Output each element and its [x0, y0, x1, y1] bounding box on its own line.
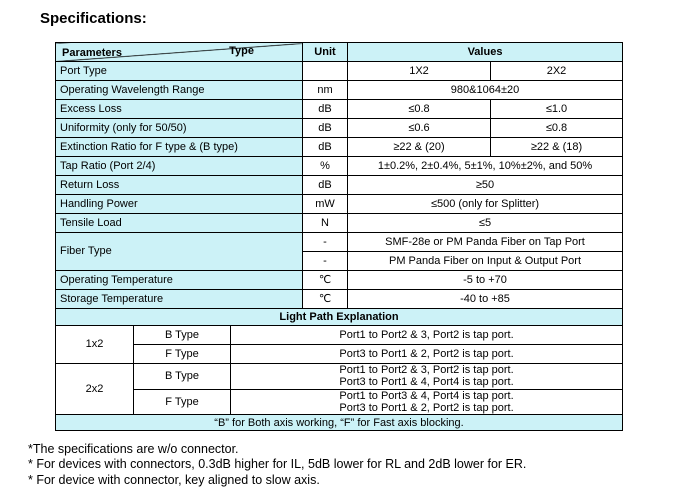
- unit-uniformity: dB: [303, 119, 348, 138]
- value-tensile-load: ≤5: [348, 214, 623, 233]
- value-uniformity-1x2: ≤0.6: [348, 119, 491, 138]
- param-tap-ratio: Tap Ratio (Port 2/4): [56, 157, 303, 176]
- unit-port-type: [303, 62, 348, 81]
- light-path-size-1x2: 1x2: [56, 326, 134, 364]
- value-operating-temp: -5 to +70: [348, 271, 623, 290]
- header-unit-label: Unit: [303, 43, 348, 62]
- light-path-desc: [231, 364, 623, 390]
- light-path-desc: Port3 to Port1 & 2, Port2 is tap port.: [231, 345, 623, 364]
- diagonal-header-cell: [56, 43, 303, 62]
- unit-fiber-type-2: -: [303, 252, 348, 271]
- light-path-header-row: [56, 309, 623, 326]
- table-row: [56, 176, 623, 195]
- value-fiber-type-tap: SMF-28e or PM Panda Fiber on Tap Port: [348, 233, 623, 252]
- param-tensile-load: Tensile Load: [56, 214, 303, 233]
- light-path-desc-line: Port3 to Port1 & 2, Port2 is tap port.: [339, 401, 514, 414]
- light-path-type: B Type: [134, 364, 231, 390]
- value-storage-temp: -40 to +85: [348, 290, 623, 309]
- param-excess-loss: Excess Loss: [56, 100, 303, 119]
- unit-extinction-ratio: dB: [303, 138, 348, 157]
- table-row: [56, 62, 623, 81]
- unit-operating-temp: ℃: [303, 271, 348, 290]
- param-storage-temp: Storage Temperature: [56, 290, 303, 309]
- table-row: [56, 119, 623, 138]
- table-row: [56, 290, 623, 309]
- table-header-row: [56, 43, 623, 62]
- header-parameters-label: Parameters: [62, 46, 122, 59]
- light-path-desc: [231, 389, 623, 415]
- light-path-desc: Port1 to Port2 & 3, Port2 is tap port.: [231, 326, 623, 345]
- value-excess-loss-1x2: ≤0.8: [348, 100, 491, 119]
- param-wavelength: Operating Wavelength Range: [56, 81, 303, 100]
- value-tap-ratio: 1±0.2%, 2±0.4%, 5±1%, 10%±2%, and 50%: [348, 157, 623, 176]
- unit-wavelength: nm: [303, 81, 348, 100]
- value-port-type-2x2: 2X2: [491, 62, 623, 81]
- footnotes: [28, 442, 526, 488]
- unit-tap-ratio: %: [303, 157, 348, 176]
- table-row: [56, 100, 623, 119]
- light-path-footer-row: [56, 415, 623, 431]
- value-excess-loss-2x2: ≤1.0: [491, 100, 623, 119]
- unit-storage-temp: ℃: [303, 290, 348, 309]
- value-uniformity-2x2: ≤0.8: [491, 119, 623, 138]
- unit-fiber-type-1: -: [303, 233, 348, 252]
- light-path-desc-line: Port3 to Port1 & 4, Port4 is tap port.: [339, 376, 514, 389]
- param-return-loss: Return Loss: [56, 176, 303, 195]
- table-row: [56, 81, 623, 100]
- param-operating-temp: Operating Temperature: [56, 271, 303, 290]
- footnote: *The specifications are w/o connector.: [28, 442, 239, 456]
- footnote: * For devices with connectors, 0.3dB higher for IL, 5dB lower for RL and 2dB lower for ER.: [28, 457, 527, 472]
- table-row: [56, 138, 623, 157]
- footnote: * For device with connector, key aligned to slow axis.: [28, 472, 320, 487]
- unit-tensile-load: N: [303, 214, 348, 233]
- table-row: [56, 157, 623, 176]
- light-path-row: [56, 326, 623, 345]
- light-path-type: B Type: [134, 326, 231, 345]
- header-values-label: Values: [348, 43, 623, 62]
- param-port-type: Port Type: [56, 62, 303, 81]
- light-path-footer: “B” for Both axis working, “F” for Fast axis blocking.: [56, 415, 623, 431]
- value-handling-power: ≤500 (only for Splitter): [348, 195, 623, 214]
- param-fiber-type: Fiber Type: [56, 233, 303, 271]
- light-path-row: [56, 389, 623, 415]
- unit-handling-power: mW: [303, 195, 348, 214]
- light-path-desc-line: Port1 to Port2 & 3, Port2 is tap port.: [339, 364, 514, 376]
- specifications-table: [55, 42, 623, 431]
- value-wavelength: 980&1064±20: [348, 81, 623, 100]
- value-extinction-1x2: ≥22 & (20): [348, 138, 491, 157]
- light-path-row: [56, 345, 623, 364]
- param-extinction-ratio: Extinction Ratio for F type & (B type): [56, 138, 303, 157]
- value-port-type-1x2: 1X2: [348, 62, 491, 81]
- unit-return-loss: dB: [303, 176, 348, 195]
- value-return-loss: ≥50: [348, 176, 623, 195]
- light-path-type: F Type: [134, 345, 231, 364]
- unit-excess-loss: dB: [303, 100, 348, 119]
- light-path-row: [56, 364, 623, 390]
- light-path-type: F Type: [134, 389, 231, 415]
- value-fiber-type-io: PM Panda Fiber on Input & Output Port: [348, 252, 623, 271]
- table-row: [56, 214, 623, 233]
- page-title: Specifications:: [40, 10, 147, 27]
- param-handling-power: Handling Power: [56, 195, 303, 214]
- value-extinction-2x2: ≥22 & (18): [491, 138, 623, 157]
- light-path-size-2x2: 2x2: [56, 364, 134, 415]
- table-row: [56, 233, 623, 252]
- light-path-desc-line: Port1 to Port3 & 4, Port4 is tap port.: [339, 389, 514, 402]
- table-row: [56, 195, 623, 214]
- light-path-header: Light Path Explanation: [56, 309, 623, 326]
- param-uniformity: Uniformity (only for 50/50): [56, 119, 303, 138]
- table-row: [56, 271, 623, 290]
- header-type-label: Type: [229, 45, 254, 57]
